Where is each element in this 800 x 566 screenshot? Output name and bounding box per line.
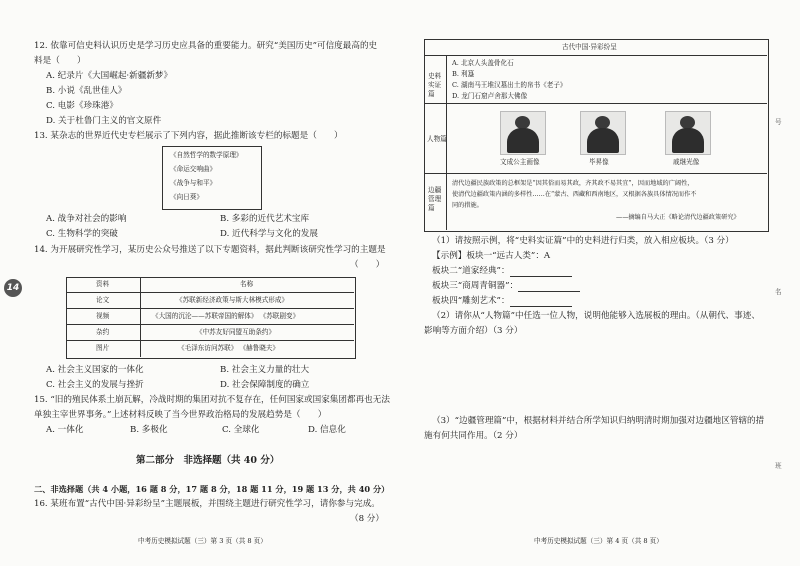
- q16-score: （8 分）: [350, 514, 384, 524]
- subq3-stem-line2: 施有何共同作用。（2 分）: [424, 431, 523, 441]
- margin-mark: 号: [775, 118, 782, 126]
- q16-stem: 16. 某班布置“古代中国·异彩纷呈”主题展板，并围绕主题进行研究性学习，请你参与完成。: [34, 499, 380, 509]
- evidence-item: C. 湖南马王堆汉墓出土的帛书《老子》: [452, 81, 567, 89]
- frontier-text-line: 清代边疆民族政策的总框架是“因其俗而易其政，齐其政不易其宜”，因而地域的广阔性，: [452, 180, 694, 187]
- row-label-frontier: 边疆管理篇: [428, 186, 442, 212]
- q15-stem-line2: 单独主宰世界事务。”上述材料反映了当今世界政治格局的发展趋势是（ ）: [34, 410, 327, 420]
- subq1-plate2: 板块二“道家经典”：: [432, 266, 572, 277]
- q13-option-d: D. 近代科学与文化的发展: [220, 229, 318, 239]
- answer-blank-plate4[interactable]: [510, 298, 572, 307]
- q12-option-a: A. 纪录片《大国崛起·新疆新梦》: [46, 71, 173, 81]
- q15-option-b: B. 多极化: [130, 425, 168, 435]
- portrait-wencheng-image: [500, 111, 546, 155]
- margin-mark: 名: [775, 288, 782, 296]
- subq1-example: 【示例】板块一“远古人类”：A: [432, 251, 551, 261]
- row-label-figures: 人物篇: [427, 135, 447, 143]
- figure-caption: 戚继光像: [673, 158, 700, 166]
- q14-table-header-material: 资料: [96, 280, 110, 288]
- subq1-plate4: 板块四“雕刻艺术”：: [432, 296, 572, 307]
- subq2-stem-line1: （2）请你从“人物篇”中任选一位人物，说明他能够入选展板的理由。（从朝代、事迹、: [432, 311, 760, 321]
- q15-stem-line1: 15. “旧的殖民体系土崩瓦解，冷战时期的集团对抗不复存在，任何国家或国家集团都再也无法: [34, 395, 390, 405]
- q15-option-d: D. 信息化: [308, 425, 346, 435]
- q14-option-c: C. 社会主义的发展与挫折: [46, 380, 144, 390]
- portrait-bisheng-image: [580, 111, 626, 155]
- subq1-plate3: 板块三“商周青铜器”：: [432, 281, 580, 292]
- q13-work-1: 《自然哲学的数学原理》: [170, 151, 243, 159]
- q14-table-cell: 《大国的沉沦——苏联帝国的解体》 《苏联剧变》: [152, 312, 300, 320]
- frontier-source: ——摘编自马大正《略论清代边疆政策研究》: [616, 214, 740, 221]
- page-number-circle: 14: [4, 279, 22, 297]
- q12-option-d: D. 关于杜鲁门主义的官文原件: [46, 116, 162, 126]
- q13-stem: 13. 某杂志的世界近代史专栏展示了下列内容，据此推断该专栏的标题是（ ）: [34, 131, 343, 141]
- q13-option-b: B. 多彩的近代艺术宝库: [220, 214, 310, 224]
- subq3-stem-line1: （3）“边疆管理篇”中，根据材料并结合所学知识归纳明清时期加强对边疆地区管辖的措: [432, 416, 765, 426]
- q13-work-4: 《向日葵》: [170, 193, 203, 201]
- q14-option-a: A. 社会主义国家的一体化: [46, 365, 144, 375]
- q13-option-c: C. 生物科学的突破: [46, 229, 118, 239]
- subq1-stem: （1）请按照示例，将“史料实证篇”中的史料进行归类，放入相应板块。（3 分）: [432, 236, 734, 246]
- figure-caption: 文成公主画像: [500, 158, 540, 166]
- q12-option-b: B. 小说《乱世佳人》: [46, 86, 127, 96]
- q14-table-cell: 图片: [96, 344, 110, 352]
- q14-table-cell: 《毛泽东访问苏联》 《赫鲁晓夫》: [178, 344, 280, 352]
- footer-right: 中考历史模拟试题（三）第 4 页（共 8 页）: [534, 537, 663, 545]
- frontier-text-line: 同的措施。: [452, 202, 483, 209]
- q12-option-c: C. 电影《珍珠港》: [46, 101, 118, 111]
- q14-table-cell: 杂约: [96, 328, 110, 336]
- q14-table-header-name: 名称: [240, 280, 254, 288]
- q12-stem-line1: 12. 依靠可信史料认识历史是学习历史应具备的重要能力。研究“美国历史”可信度最高的史: [34, 41, 378, 51]
- answer-blank-plate3[interactable]: [518, 283, 580, 292]
- q14-option-d: D. 社会保障制度的确立: [220, 380, 310, 390]
- q14-table-cell: 《中苏友好同盟互助条约》: [196, 328, 276, 336]
- footer-left: 中考历史模拟试题（三）第 3 页（共 8 页）: [138, 537, 267, 545]
- portrait-qijiguang-image: [665, 111, 711, 155]
- q12-stem-line2: 料是（ ）: [34, 56, 86, 66]
- q13-option-a: A. 战争对社会的影响: [46, 214, 127, 224]
- q15-option-a: A. 一体化: [46, 425, 84, 435]
- q14-option-b: B. 社会主义力量的壮大: [220, 365, 310, 375]
- q14-table-cell: 论文: [96, 296, 110, 304]
- evidence-item: D. 龙门石窟卢舍那大佛像: [452, 92, 528, 100]
- q13-work-3: 《战争与和平》: [170, 179, 217, 187]
- q14-table-cell: 视频: [96, 312, 110, 320]
- frontier-text-line: 使清代边疆政策内涵的多样性……在“蒙古、西藏和西南地区，又根据各族具体情况而作不: [452, 191, 697, 198]
- q14-answer-paren: （ ）: [350, 260, 385, 270]
- margin-mark: 班: [775, 462, 782, 470]
- material-table-title: 古代中国·异彩纷呈: [562, 43, 617, 51]
- evidence-item: B. 利簋: [452, 70, 475, 78]
- answer-blank-plate2[interactable]: [510, 268, 572, 277]
- row-label-historical-evidence: 史料实证篇: [428, 72, 442, 98]
- subq2-stem-line2: 影响等方面介绍）（3 分）: [424, 326, 523, 336]
- q14-table-cell: 《苏联新经济政策与斯大林模式形成》: [176, 296, 289, 304]
- q13-work-2: 《命运交响曲》: [170, 165, 217, 173]
- section-title: 第二部分 非选择题（共 40 分）: [136, 455, 280, 466]
- q14-stem: 14. 为开展研究性学习，某历史公众号推送了以下专题资料，据此判断该研究性学习的主题是: [34, 245, 386, 255]
- q15-option-c: C. 全球化: [222, 425, 260, 435]
- evidence-item: A. 北京人头盖骨化石: [452, 59, 514, 67]
- subsection-title: 二、非选择题（共 4 小题，16 题 8 分，17 题 8 分，18 题 11 分，19 题 13 分，共 40 分）: [34, 484, 390, 494]
- figure-caption: 毕昇像: [589, 158, 609, 166]
